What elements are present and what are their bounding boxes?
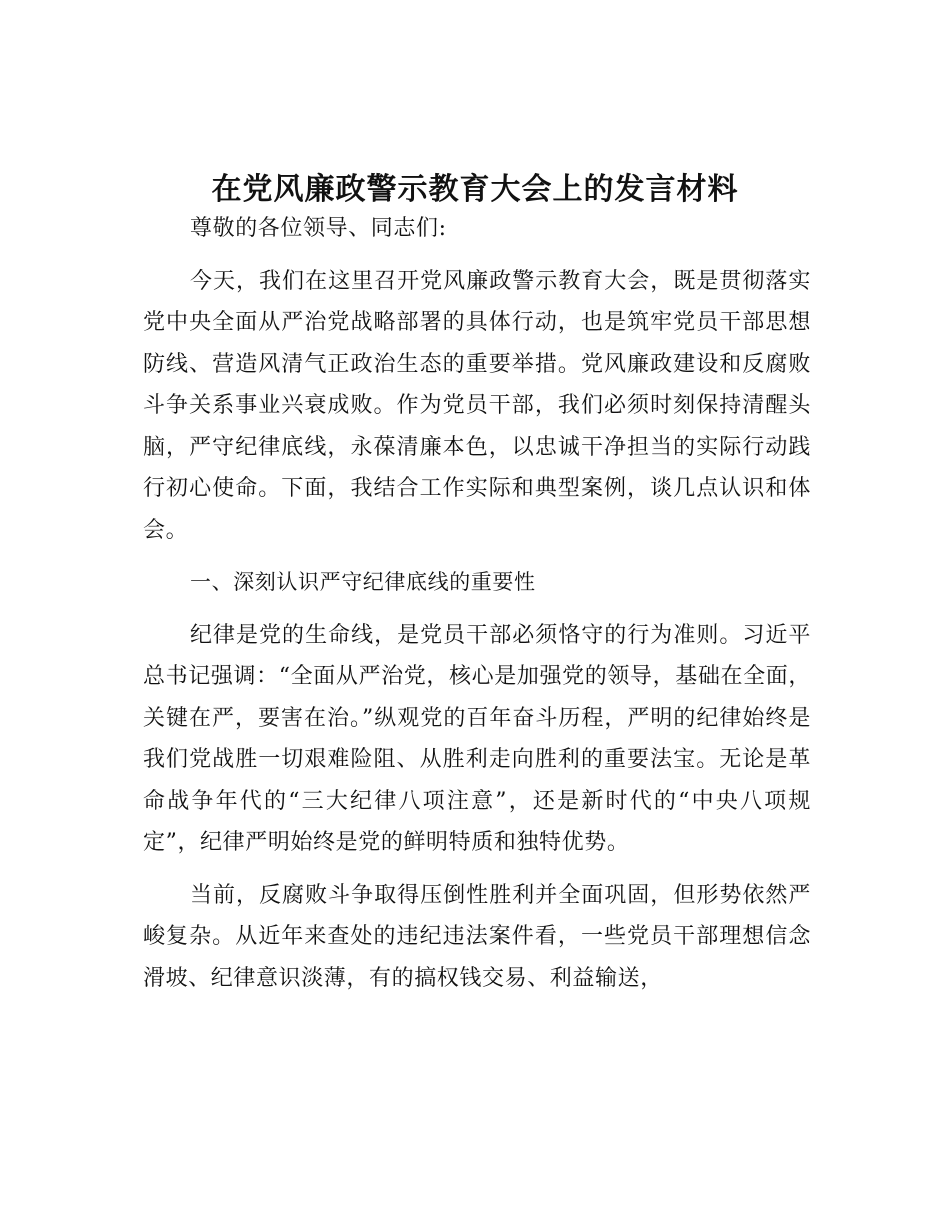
document-title: 在党风廉政警示教育大会上的发言材料	[211, 172, 739, 207]
intro-paragraph: 今天，我们在这里召开党风廉政警示教育大会，既是贯彻落实党中央全面从严治党战略部署的具体行动，也是筑牢党员干部思想防线、营造风清气正政治生态的重要举措。党风廉政建设和反腐败斗争关系事业兴衰成败。作为党员干部，我们必须时刻保持清醒头脑，严守纪律底线，永葆清廉本色，以忠诚干净担当的实际行动践行初心使命。下面，我结合工作实际和典型案例，谈几点认识和体会。	[143, 268, 811, 543]
current-situation-paragraph: 当前，反腐败斗争取得压倒性胜利并全面巩固，但形势依然严峻复杂。从近年来查处的违纪违法案件看，一些党员干部理想信念滑坡、纪律意识淡薄，有的搞权钱交易、利益输送，	[143, 882, 811, 991]
section-heading: 一、深刻认识严守纪律底线的重要性	[190, 570, 536, 594]
discipline-paragraph: 纪律是党的生命线，是党员干部必须恪守的行为准则。习近平总书记强调：“全面从严治党，核心是加强党的领导，基础在全面，关键在严，要害在治。”纵观党的百年奋斗历程，严明的纪律始终是我们党战胜一切艰难险阻、从胜利走向胜利的重要法宝。无论是革命战争年代的“三大纪律八项注意”，还是新时代的“中央八项规定”，纪律严明始终是党的鲜明特质和独特优势。	[143, 622, 811, 855]
salutation-paragraph: 尊敬的各位领导、同志们:	[190, 216, 447, 241]
document-body	[143, 208, 811, 1010]
